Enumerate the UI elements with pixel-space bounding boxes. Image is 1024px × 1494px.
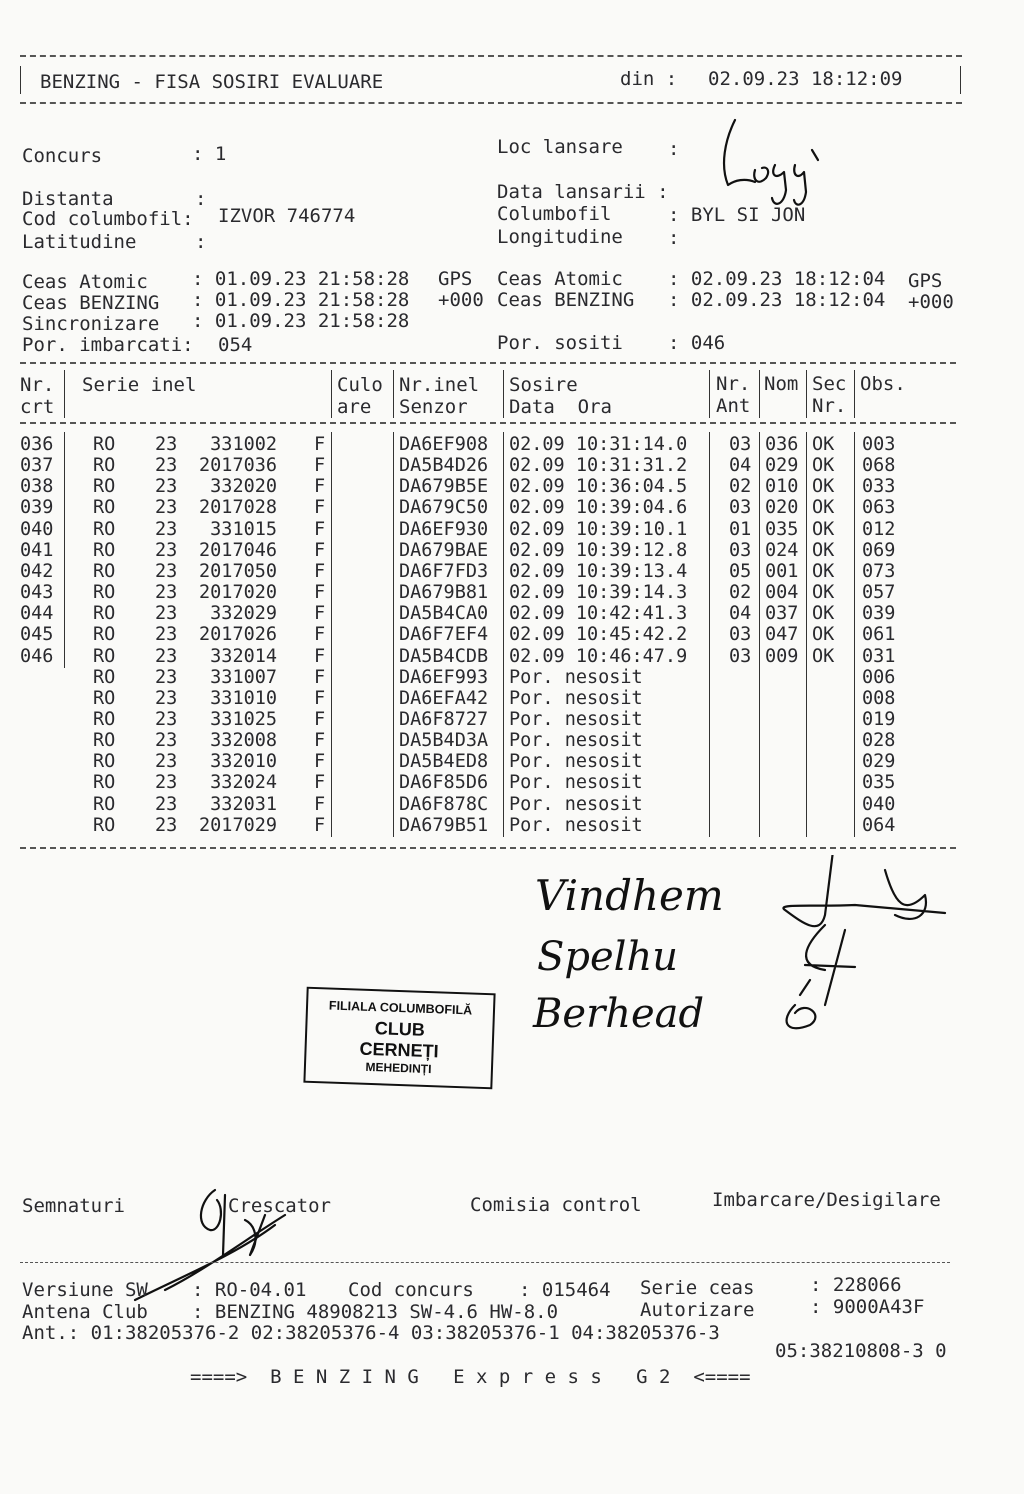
cell-ant: 03: [729, 646, 752, 667]
cell-inel: 331025: [210, 709, 277, 730]
cell-an: 23: [155, 582, 178, 603]
cell-ant: 03: [729, 497, 752, 518]
cell-inel: 2017036: [199, 455, 277, 476]
cell-sex: F: [314, 794, 326, 815]
cell-an: 23: [155, 646, 178, 667]
cell-tara: RO: [93, 455, 116, 476]
cell-ant: 02: [729, 476, 752, 497]
cell-inel: 2017020: [199, 582, 277, 603]
cell-senzor: DA6F8727: [399, 709, 489, 730]
cell-obs: 057: [862, 582, 896, 603]
cell-obs: 068: [862, 455, 896, 476]
col-header-culo-1: Culo: [337, 374, 383, 396]
cell-sex: F: [314, 624, 326, 645]
table-row: [0, 436, 1024, 457]
clock-right-label: Por. sositi: [497, 332, 623, 354]
cell-sex: F: [314, 730, 326, 751]
cell-tara: RO: [93, 561, 116, 582]
header-col-separator: [64, 370, 65, 418]
footer-rule: [20, 1262, 950, 1263]
club-stamp: [303, 987, 495, 1090]
cell-inel: 332020: [210, 476, 277, 497]
table-row: [0, 817, 1024, 838]
cell-sosire: 02.09 10:39:12.8: [509, 540, 688, 561]
autorizare-label: Autorizare: [640, 1299, 755, 1321]
cell-obs: 063: [862, 497, 896, 518]
header-col-separator: [709, 370, 710, 418]
table-row: [0, 605, 1024, 626]
antenna-list-line-2: 05:38210808-3 0: [775, 1340, 947, 1362]
cell-senzor: DA679B51: [399, 815, 489, 836]
cell-sosire: 02.09 10:31:31.2: [509, 455, 688, 476]
document-title: BENZING - FISA SOSIRI EVALUARE: [40, 71, 384, 93]
table-row: [0, 796, 1024, 817]
cell-crt: 039: [20, 497, 54, 518]
cell-nom: 024: [765, 540, 799, 561]
cell-sec: OK: [812, 434, 835, 455]
cell-sex: F: [314, 603, 326, 624]
cell-sosire: 02.09 10:45:42.2: [509, 624, 688, 645]
cell-crt: 036: [20, 434, 54, 455]
clock-left-value: 054: [218, 334, 253, 356]
serie-ceas-value: : 228066: [810, 1274, 902, 1296]
clock-left-suffix: GPS: [438, 268, 473, 290]
cell-ant: 03: [729, 434, 752, 455]
cell-sex: F: [314, 815, 326, 836]
versiune-value: : RO-04.01: [192, 1279, 307, 1301]
header-col-separator: [806, 370, 807, 418]
cell-nom: 035: [765, 519, 799, 540]
cell-nom: 009: [765, 646, 799, 667]
cell-sex: F: [314, 688, 326, 709]
antena-value: : BENZING 48908213 SW-4.6 HW-8.0: [192, 1301, 559, 1323]
cell-crt: 044: [20, 603, 54, 624]
cell-obs: 039: [862, 603, 896, 624]
autorizare-value: : 9000A43F: [810, 1296, 925, 1318]
handwritten-name-2: Spelhu: [537, 934, 678, 980]
cell-inel: 2017026: [199, 624, 277, 645]
cell-sec: OK: [812, 497, 835, 518]
cell-inel: 331002: [210, 434, 277, 455]
clock-left-suffix: +000: [438, 289, 484, 311]
table-row: [0, 478, 1024, 499]
cell-sosire: Por. nesosit: [509, 730, 643, 751]
cell-sex: F: [314, 667, 326, 688]
cell-an: 23: [155, 709, 178, 730]
cell-tara: RO: [93, 751, 116, 772]
cell-an: 23: [155, 730, 178, 751]
table-row: [0, 521, 1024, 542]
cell-tara: RO: [93, 476, 116, 497]
stamp-line-2: CLUB: [374, 1017, 426, 1040]
header-col-separator: [331, 370, 332, 418]
table-bottom-rule: [20, 847, 956, 849]
cell-sosire: Por. nesosit: [509, 772, 643, 793]
cell-sosire: 02.09 10:42:41.3: [509, 603, 688, 624]
cell-sec: OK: [812, 582, 835, 603]
header-bottom-rule: [20, 102, 962, 104]
cell-inel: 2017029: [199, 815, 277, 836]
cell-sec: OK: [812, 455, 835, 476]
cell-crt: 037: [20, 455, 54, 476]
cell-an: 23: [155, 667, 178, 688]
cell-sosire: 02.09 10:39:10.1: [509, 519, 688, 540]
table-row: [0, 457, 1024, 478]
clock-right-value: : 046: [668, 332, 726, 354]
cell-tara: RO: [93, 772, 116, 793]
cell-sex: F: [314, 497, 326, 518]
cell-crt: 043: [20, 582, 54, 603]
cell-sosire: 02.09 10:31:14.0: [509, 434, 688, 455]
cell-nom: 004: [765, 582, 799, 603]
cell-an: 23: [155, 561, 178, 582]
cell-crt: 045: [20, 624, 54, 645]
table-top-rule: [20, 362, 956, 364]
cell-tara: RO: [93, 624, 116, 645]
handwritten-name-1: Vindhem: [535, 871, 724, 920]
cell-senzor: DA6F878C: [399, 794, 489, 815]
cell-obs: 003: [862, 434, 896, 455]
cod-columbofil-value: IZVOR 746774: [218, 205, 356, 227]
cell-an: 23: [155, 688, 178, 709]
cell-ant: 03: [729, 624, 752, 645]
handwritten-name-3: Berhead: [533, 991, 705, 1037]
cell-an: 23: [155, 772, 178, 793]
clock-left-value: : 01.09.23 21:58:28: [192, 289, 410, 311]
table-row: [0, 542, 1024, 563]
cell-tara: RO: [93, 794, 116, 815]
cell-senzor: DA5B4D3A: [399, 730, 489, 751]
cell-obs: 031: [862, 646, 896, 667]
cell-nom: 036: [765, 434, 799, 455]
cell-sosire: 02.09 10:39:13.4: [509, 561, 688, 582]
cell-senzor: DA6F85D6: [399, 772, 489, 793]
cell-sex: F: [314, 709, 326, 730]
cell-ant: 02: [729, 582, 752, 603]
concurs-value: : 1: [192, 143, 227, 165]
cell-an: 23: [155, 794, 178, 815]
clock-right-suffix: GPS: [908, 270, 943, 292]
col-header-nom: Nom: [764, 373, 799, 395]
clock-right-value: : 02.09.23 18:12:04: [668, 289, 886, 311]
cell-senzor: DA6EF993: [399, 667, 489, 688]
cell-tara: RO: [93, 434, 116, 455]
cell-an: 23: [155, 434, 178, 455]
clock-left-label: Ceas BENZING: [22, 292, 160, 314]
cod-concurs-value: : 015464: [519, 1279, 611, 1301]
clock-left-value: : 01.09.23 21:58:28: [192, 268, 410, 290]
cell-sex: F: [314, 561, 326, 582]
col-header-serie: Serie inel: [82, 374, 197, 396]
cell-ant: 04: [729, 603, 752, 624]
cell-tara: RO: [93, 688, 116, 709]
cell-sec: OK: [812, 519, 835, 540]
cell-ant: 01: [729, 519, 752, 540]
cell-tara: RO: [93, 709, 116, 730]
cell-sosire: 02.09 10:46:47.9: [509, 646, 688, 667]
commission-signatures: [525, 855, 965, 1055]
cell-sec: OK: [812, 540, 835, 561]
cell-an: 23: [155, 815, 178, 836]
date-label: din :: [620, 68, 678, 90]
cell-ant: 05: [729, 561, 752, 582]
col-header-ant-1: Nr.: [716, 373, 751, 395]
cell-nom: 037: [765, 603, 799, 624]
header-left-edge: [20, 66, 21, 94]
cell-sex: F: [314, 455, 326, 476]
col-header-inel-1: Nr.inel: [399, 374, 480, 396]
latitudine-colon: :: [195, 231, 207, 253]
cell-sex: F: [314, 772, 326, 793]
cell-obs: 035: [862, 772, 896, 793]
col-header-ant-2: Ant: [716, 395, 751, 417]
clock-left-value: : 01.09.23 21:58:28: [192, 310, 410, 332]
cell-sec: OK: [812, 624, 835, 645]
serie-ceas-label: Serie ceas: [640, 1277, 755, 1299]
clock-left-label: Sincronizare: [22, 313, 160, 335]
cell-sosire: Por. nesosit: [509, 688, 643, 709]
cell-ant: 04: [729, 455, 752, 476]
header-top-rule: [20, 55, 962, 57]
clock-left-label: Por. imbarcati:: [22, 334, 194, 356]
data-lansarii-label: Data lansarii :: [497, 181, 669, 203]
cell-inel: 332010: [210, 751, 277, 772]
cell-senzor: DA679C50: [399, 497, 489, 518]
table-row: [0, 499, 1024, 520]
col-header-obs: Obs.: [860, 373, 906, 395]
cell-inel: 332029: [210, 603, 277, 624]
cell-obs: 006: [862, 667, 896, 688]
cell-tara: RO: [93, 603, 116, 624]
cell-senzor: DA679B5E: [399, 476, 489, 497]
cell-sosire: Por. nesosit: [509, 794, 643, 815]
distanta-label: Distanta: [22, 188, 114, 210]
longitudine-colon: :: [668, 227, 680, 249]
antena-label: Antena Club: [22, 1301, 148, 1323]
cell-obs: 040: [862, 794, 896, 815]
cell-nom: 010: [765, 476, 799, 497]
loc-lansare-label: Loc lansare: [497, 136, 623, 158]
table-header-rule: [20, 422, 956, 424]
columbofil-label: Columbofil: [497, 203, 612, 225]
cell-ant: 03: [729, 540, 752, 561]
cell-sex: F: [314, 646, 326, 667]
stamp-line-4: MEHEDINȚI: [365, 1059, 432, 1076]
header-col-separator: [759, 370, 760, 418]
comisia-control-label: Comisia control: [470, 1194, 642, 1216]
cell-sex: F: [314, 476, 326, 497]
concurs-label: Concurs: [22, 145, 103, 167]
cell-senzor: DA679B81: [399, 582, 489, 603]
header-right-edge: [960, 66, 961, 94]
longitudine-label: Longitudine: [497, 226, 623, 248]
cell-crt: 040: [20, 519, 54, 540]
col-header-sec-1: Sec: [812, 373, 847, 395]
cell-inel: 332014: [210, 646, 277, 667]
cell-inel: 332031: [210, 794, 277, 815]
table-row: [0, 774, 1024, 795]
cell-obs: 073: [862, 561, 896, 582]
cell-crt: 038: [20, 476, 54, 497]
cell-an: 23: [155, 455, 178, 476]
cell-inel: 331015: [210, 519, 277, 540]
imbarcare-label: Imbarcare/Desigilare: [712, 1189, 941, 1211]
col-header-inel-2: Senzor: [399, 396, 468, 418]
col-header-sosire-2: Data Ora: [509, 396, 612, 418]
versiune-label: Versiune SW: [22, 1279, 148, 1301]
cell-an: 23: [155, 751, 178, 772]
cell-an: 23: [155, 476, 178, 497]
cell-an: 23: [155, 519, 178, 540]
cell-sex: F: [314, 434, 326, 455]
cell-obs: 028: [862, 730, 896, 751]
cell-crt: 046: [20, 646, 54, 667]
cell-sosire: 02.09 10:36:04.5: [509, 476, 688, 497]
cell-obs: 012: [862, 519, 896, 540]
cell-obs: 033: [862, 476, 896, 497]
cell-inel: 331010: [210, 688, 277, 709]
cell-sec: OK: [812, 646, 835, 667]
stamp-line-1: FILIALA COLUMBOFILĂ: [328, 998, 473, 1018]
clock-right-suffix: +000: [908, 291, 954, 313]
columbofil-value: : BYL SI JON: [668, 204, 806, 226]
cell-tara: RO: [93, 582, 116, 603]
cell-an: 23: [155, 497, 178, 518]
distanta-colon: :: [195, 188, 207, 210]
semnaturi-label: Semnaturi: [22, 1195, 125, 1217]
cell-tara: RO: [93, 815, 116, 836]
cell-sosire: Por. nesosit: [509, 815, 643, 836]
cell-obs: 029: [862, 751, 896, 772]
cell-tara: RO: [93, 540, 116, 561]
cell-sec: OK: [812, 476, 835, 497]
cell-crt: 041: [20, 540, 54, 561]
brand-line: ====> B E N Z I N G E x p r e s s G 2 <====: [190, 1366, 751, 1388]
loc-lansare-colon: :: [668, 138, 680, 160]
cell-sex: F: [314, 519, 326, 540]
cell-nom: 020: [765, 497, 799, 518]
cell-obs: 064: [862, 815, 896, 836]
cell-sosire: 02.09 10:39:04.6: [509, 497, 688, 518]
cell-an: 23: [155, 540, 178, 561]
cell-senzor: DA5B4ED8: [399, 751, 489, 772]
cell-senzor: DA6EF908: [399, 434, 489, 455]
stamp-line-3: CERNEȚI: [359, 1038, 439, 1061]
clock-right-label: Ceas Atomic: [497, 268, 623, 290]
table-row: [0, 690, 1024, 711]
clock-left-label: Ceas Atomic: [22, 271, 148, 293]
cell-nom: 001: [765, 561, 799, 582]
col-header-nr-1: Nr.: [20, 374, 55, 396]
cell-sosire: Por. nesosit: [509, 667, 643, 688]
cell-senzor: DA6EFA42: [399, 688, 489, 709]
table-row: [0, 584, 1024, 605]
cell-an: 23: [155, 624, 178, 645]
cell-sex: F: [314, 540, 326, 561]
cell-senzor: DA6F7EF4: [399, 624, 489, 645]
cell-nom: 029: [765, 455, 799, 476]
col-header-nr-2: crt: [20, 396, 55, 418]
col-header-sosire-1: Sosire: [509, 374, 578, 396]
cell-sex: F: [314, 582, 326, 603]
latitudine-label: Latitudine: [22, 231, 137, 253]
cell-obs: 019: [862, 709, 896, 730]
table-row: [0, 626, 1024, 647]
cod-concurs-label: Cod concurs: [348, 1279, 474, 1301]
cell-senzor: DA5B4CDB: [399, 646, 489, 667]
cell-nom: 047: [765, 624, 799, 645]
cell-inel: 2017046: [199, 540, 277, 561]
cell-inel: 332024: [210, 772, 277, 793]
clock-right-value: : 02.09.23 18:12:04: [668, 268, 886, 290]
table-row: [0, 669, 1024, 690]
cell-sosire: Por. nesosit: [509, 751, 643, 772]
cell-obs: 069: [862, 540, 896, 561]
cell-tara: RO: [93, 497, 116, 518]
col-header-culo-2: are: [337, 396, 372, 418]
clock-right-label: Ceas BENZING: [497, 289, 635, 311]
table-row: [0, 732, 1024, 753]
header-col-separator: [503, 370, 504, 418]
cell-senzor: DA679BAE: [399, 540, 489, 561]
crescator-label: Crescator: [228, 1195, 331, 1217]
cell-senzor: DA5B4CA0: [399, 603, 489, 624]
cell-senzor: DA6F7FD3: [399, 561, 489, 582]
cell-inel: 2017050: [199, 561, 277, 582]
cod-columbofil-label: Cod columbofil:: [22, 208, 194, 230]
cell-inel: 332008: [210, 730, 277, 751]
cell-tara: RO: [93, 646, 116, 667]
table-row: [0, 563, 1024, 584]
cell-senzor: DA5B4D26: [399, 455, 489, 476]
cell-obs: 061: [862, 624, 896, 645]
cell-senzor: DA6EF930: [399, 519, 489, 540]
cell-sec: OK: [812, 561, 835, 582]
header-col-separator: [854, 370, 855, 418]
cell-obs: 008: [862, 688, 896, 709]
cell-sosire: 02.09 10:39:14.3: [509, 582, 688, 603]
table-row: [0, 648, 1024, 669]
cell-tara: RO: [93, 730, 116, 751]
cell-inel: 331007: [210, 667, 277, 688]
cell-an: 23: [155, 603, 178, 624]
cell-sosire: Por. nesosit: [509, 709, 643, 730]
cell-sec: OK: [812, 603, 835, 624]
date-value: 02.09.23 18:12:09: [708, 68, 903, 90]
cell-tara: RO: [93, 667, 116, 688]
antenna-list-line: Ant.: 01:38205376-2 02:38205376-4 03:38205376-1 04:38205376-3: [22, 1322, 720, 1344]
table-row: [0, 711, 1024, 732]
cell-inel: 2017028: [199, 497, 277, 518]
cell-crt: 042: [20, 561, 54, 582]
col-header-sec-2: Nr.: [812, 395, 847, 417]
table-row: [0, 753, 1024, 774]
header-col-separator: [393, 370, 394, 418]
cell-sex: F: [314, 751, 326, 772]
cell-tara: RO: [93, 519, 116, 540]
